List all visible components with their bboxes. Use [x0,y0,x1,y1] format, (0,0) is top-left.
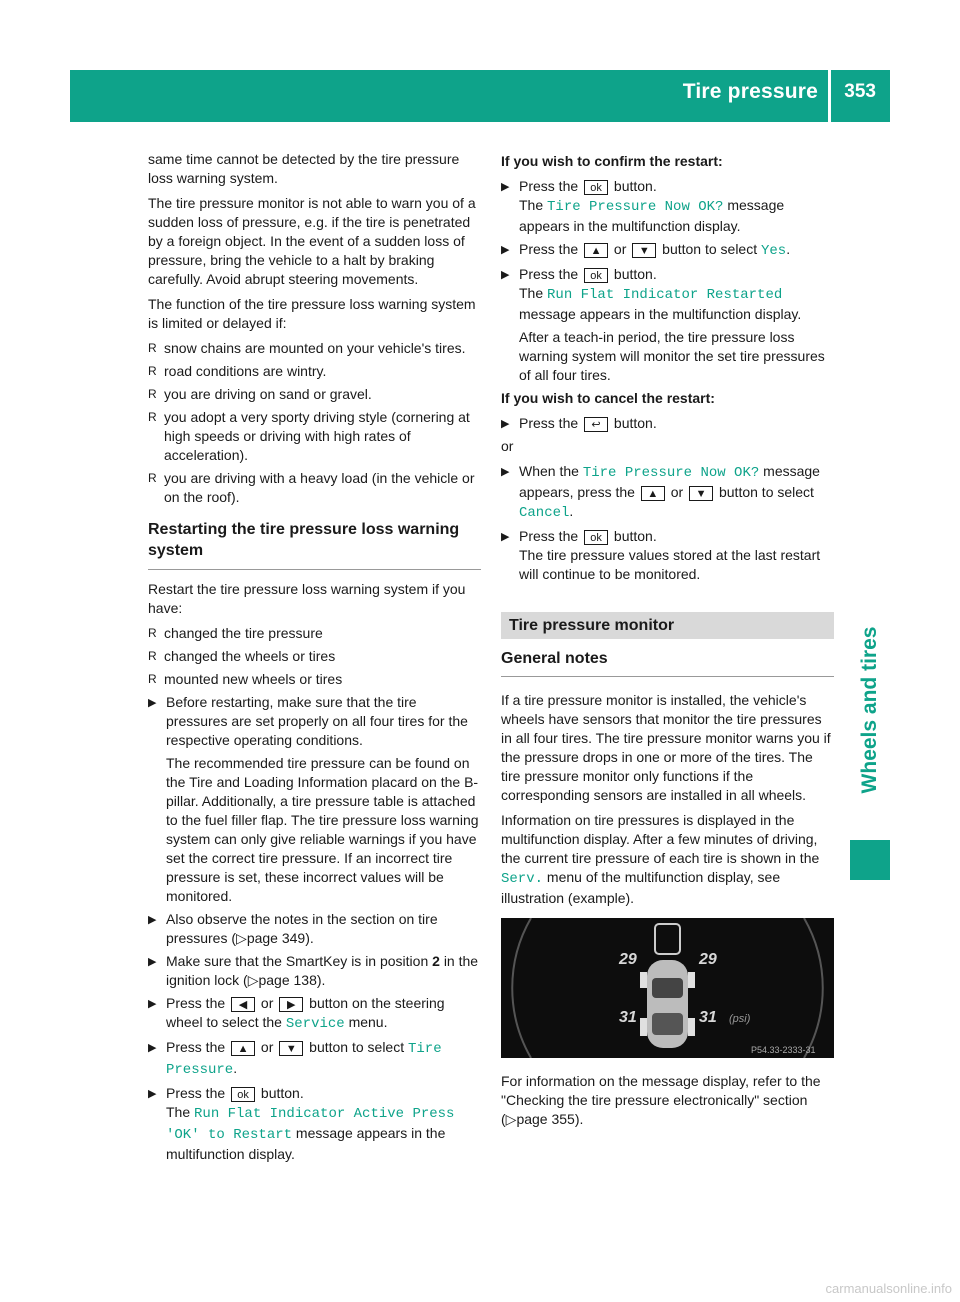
left-arrow-icon: ◀ [231,997,255,1012]
image-code: P54.33-2333-31 [751,1045,816,1055]
list-item: R road conditions are wintry. [148,363,327,379]
list-item: R you are driving with a heavy load (in the vehicle or on the roof). [148,470,475,505]
step: ▶ Press the ok button. The tire pressure values stored at the last restart will continue to be monitored. [501,528,821,582]
list-item: R changed the wheels or tires [148,648,336,664]
up-arrow-icon: ▲ [584,243,608,258]
step-note: The recommended tire pressure can be found on the Tire and Loading Information placard on the B-pillar. Additionally, a tire pressure table is attached to the fuel filler flap. The tire pressure loss warning system can only give reliable warnings if you have set the correct tire pressure. If an incorrect tire pressure is set, these incorrect values will be monitored. [166,755,479,904]
ok-key-icon: ok [584,268,608,283]
section-subtitle: General notes [501,649,834,677]
list-item: R changed the tire pressure [148,625,323,641]
page-header [70,70,890,122]
ok-key-icon: ok [584,530,608,545]
ok-key-icon: ok [231,1087,255,1102]
section-heading: Restarting the tire pressure loss warning system [148,519,481,570]
tire-rear-left: 31 [619,1009,637,1026]
step: ▶ Also observe the notes in the section on tire pressures (▷page 349). [148,911,438,946]
paragraph: The function of the tire pressure loss warning system is limited or delayed if: [148,296,476,331]
up-arrow-icon: ▲ [231,1041,255,1056]
ref-arrow-icon: ▷ [505,1111,517,1127]
paragraph: Restart the tire pressure loss warning system if you have: [148,581,466,616]
chapter-title: Tire pressure [682,80,818,103]
paragraph: If a tire pressure monitor is installed, the vehicle's wheels have sensors that monitor the tire pressures in all four tires. The tire pressure monitor warns you if the pressure drops in one or more of the tires. The tire pressure monitor only functions if the corresponding sensors are installed in all wheels. [501,692,831,803]
subheading: If you wish to cancel the restart: [501,390,715,406]
header-divider [828,70,831,122]
up-arrow-icon: ▲ [641,486,665,501]
paragraph: or [501,438,514,454]
list-item: R you are driving on sand or gravel. [148,386,372,402]
subheading: If you wish to confirm the restart: [501,153,723,169]
step: ▶ Press the ok button. The Run Flat Indicator Restarted message appears in the multifunction display. [501,266,802,322]
back-key-icon: ↩ [584,417,608,432]
step: ▶ Press the ok button. The Tire Pressure Now OK? message appears in the multifunction display. [501,178,785,234]
down-arrow-icon: ▼ [689,486,713,501]
down-arrow-icon: ▼ [279,1041,303,1056]
step: ▶ Press the ▲ or ▼ button to select Tire Pressure. [148,1039,442,1078]
list-item: R mounted new wheels or tires [148,671,343,687]
step: ▶ Press the ↩ button. [501,415,657,431]
step: ▶ Press the ok button. The Run Flat Indicator Active Press 'OK' to Restart message appears in the multifunction display. [148,1085,455,1162]
watermark: carmanualsonline.info [825,1281,952,1296]
side-marker [850,840,890,880]
step: ▶ Make sure that the SmartKey is in position 2 in the ignition lock (▷page 138). [148,953,479,988]
right-column [501,150,834,1135]
left-column [148,150,481,1168]
tire-front-left: 29 [619,951,637,968]
list-item: R you adopt a very sporty driving style (cornering at high speeds or driving with high rates of acceleration). [148,409,470,463]
right-arrow-icon: ▶ [279,997,303,1012]
section-title: Tire pressure monitor [501,612,834,639]
step: ▶ When the Tire Pressure Now OK? message appears, press the ▲ or ▼ button to select Cancel. [501,463,820,521]
step: ▶ Press the ◀ or ▶ button on the steering wheel to select the Service menu. [148,995,445,1032]
list-item: R snow chains are mounted on your vehicle's tires. [148,340,466,356]
tire-rear-right: 31 [699,1009,717,1026]
paragraph: For information on the message display, refer to the "Checking the tire pressure electronically" section (▷page 355). [501,1073,821,1127]
step-note: After a teach-in period, the tire pressure loss warning system will monitor the set tire pressures of all four tires. [519,329,825,383]
ref-arrow-icon: ▷ [236,930,247,946]
page-number: 353 [844,81,876,102]
pressure-unit: (psi) [729,1013,751,1025]
ok-key-icon: ok [584,180,608,195]
step: ▶ Press the ▲ or ▼ button to select Yes. [501,241,791,259]
tire-pressure-illustration [501,918,834,1058]
side-tab [850,600,890,820]
paragraph: The tire pressure monitor is not able to warn you of a sudden loss of pressure, e.g. if the tire is penetrated by a foreign object. In the event of a sudden loss of pressure, bring the vehicle to a halt by braking carefully. Avoid abrupt steering movements. [148,195,476,287]
step: ▶ Before restarting, make sure that the tire pressures are set properly on all four tires for the respective operating conditions. [148,694,468,748]
paragraph: Information on tire pressures is displayed in the multifunction display. After a few minutes of driving, the current tire pressure of each tire is shown in the Serv. menu of the multifunction display, see illustration (example). [501,812,820,906]
down-arrow-icon: ▼ [632,243,656,258]
instrument-cluster-image [501,918,834,1058]
paragraph: same time cannot be detected by the tire pressure loss warning system. [148,151,460,186]
tire-front-right: 29 [699,951,717,968]
side-tab-label: Wheels and tires [858,626,881,794]
ref-arrow-icon: ▷ [247,972,259,988]
